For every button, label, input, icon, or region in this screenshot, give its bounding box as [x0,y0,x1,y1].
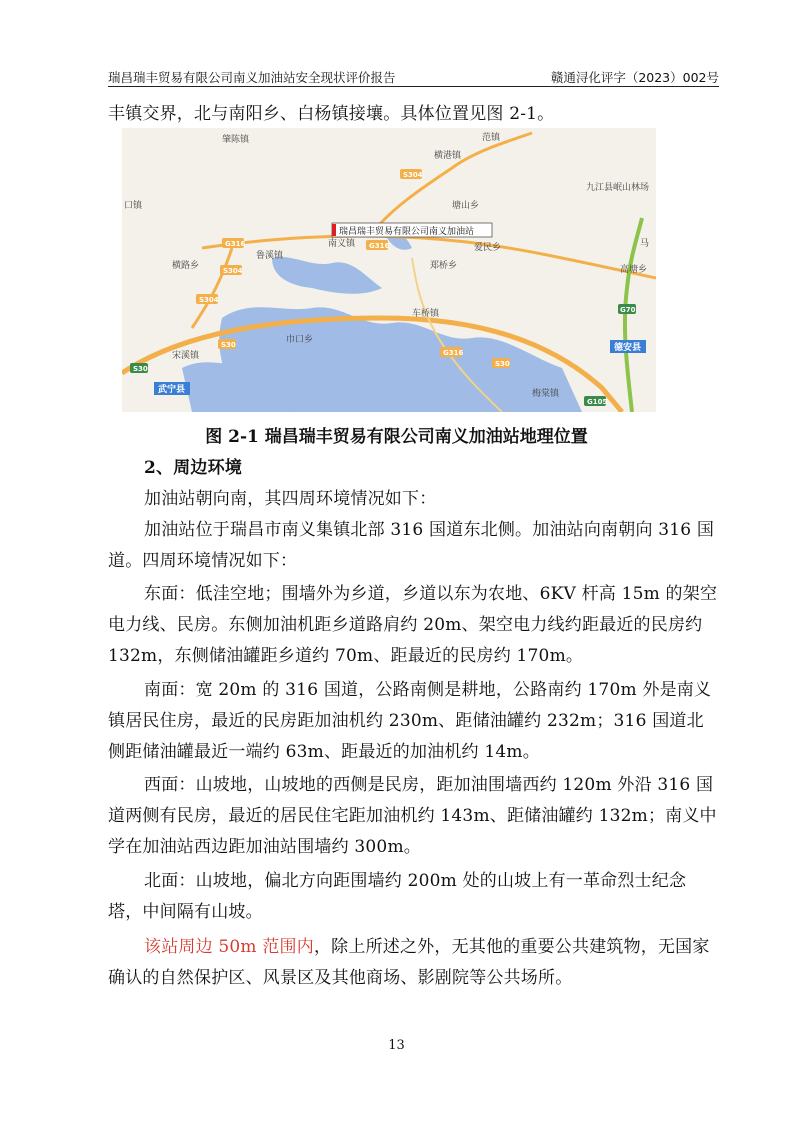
place-meitang: 梅棠镇 [532,389,560,399]
place-gaotang: 高塘乡 [620,265,648,275]
place-jinkou: 巾口乡 [286,335,314,345]
paragraph-west: 西面：山坡地，山坡地的西侧是民房，距加油围墙西约 120m 外沿 316 国道两侧有民房，最近的居民住宅距加油机约 143m、距储油罐约 132m；南义中学在加油站西边距加油站围墙约 300m。 [108,775,717,857]
s30-shield-1-label: S30 [221,341,236,349]
summary-rest-text: ，除上所述之外，无其他的重要公共建筑物，无国家确认的自然保护区、风景区及其他商场、影剧院等公共场所。 [108,937,710,988]
s304-shield-1-label: S304 [403,171,423,179]
place-jiujiang-forest: 九江县岷山林场 [586,183,650,193]
place-ma: 马 [640,239,650,249]
place-luxi: 鲁溪镇 [256,251,284,261]
place-zhaochen: 肇陈镇 [222,135,250,145]
place-zhengqiao: 郑桥乡 [430,261,458,271]
place-aimin: 爱民乡 [474,243,502,253]
place-kou: 口镇 [124,201,143,211]
paragraph-summary [108,932,719,994]
place-songxi: 宋溪镇 [172,351,200,361]
station-marker-label: 瑞昌瑞丰贸易有限公司南义加油站 [339,227,475,237]
header-right-docnum: 赣通浔化评字（2023）002号 [550,70,719,85]
page-number: 13 [388,1038,405,1053]
place-wuning: 武宁县 [158,385,186,395]
figure-caption: 图 2-1 瑞昌瑞丰贸易有限公司南义加油站地理位置 [205,427,588,447]
place-fanqiao: 范镇 [482,133,501,143]
s304-shield-2-label: S304 [223,267,243,275]
highlight-range-text: 该站周边 50m 范围内 [144,937,314,957]
s30-shield-3-label: S30 [495,360,510,368]
g105-shield-label: G105 [587,398,608,406]
place-tangshan: 塘山乡 [452,201,480,211]
g316-shield-3-label: G316 [443,349,464,357]
place-nanyi: 南义镇 [328,239,356,249]
s30-shield-2-label: S30 [133,365,148,373]
page-header [108,68,719,88]
place-hengyuan: 横路乡 [172,261,200,271]
g316-shield-1-label: G316 [225,240,246,248]
g70-shield-label: G70 [620,306,636,314]
map-graphic [122,128,656,412]
intro-line: 丰镇交界，北与南阳乡、白杨镇接壤。具体位置见图 2-1。 [108,104,555,124]
paragraph-south: 南面：宽 20m 的 316 国道，公路南侧是耕地，公路南约 170m 外是南义镇居民住房，最近的民房距加油机约 230m、距储油罐约 232m；316 国道北侧距储油罐最近一端约 63m、距最近的加油机约 14m。 [108,680,712,762]
paragraph-east: 东面：低洼空地；围墙外为乡道，乡道以东为农地、6KV 杆高 15m 的架空电力线、民房。东侧加油机距乡道路肩约 20m、架空电力线约距最近的民房约 132m，东侧储油罐距乡道约 70m、距最近的民房约 170m。 [108,584,718,666]
header-divider [108,86,719,87]
location-map [122,128,656,412]
place-cheqiao: 车桥镇 [412,309,440,319]
s304-shield-3-label: S304 [199,296,219,304]
g316-shield-2-label: G316 [369,242,390,250]
station-marker-icon [332,224,336,236]
paragraph-2: 加油站位于瑞昌市南义集镇北部 316 国道东北侧。加油站向南朝向 316 国道。四周环境情况如下： [108,520,715,571]
place-hengli: 横港镇 [434,151,462,161]
paragraph-north: 北面：山坡地，偏北方向距围墙约 200m 处的山坡上有一革命烈士纪念塔，中间隔有山坡。 [108,871,687,922]
section-title: 2、周边环境 [144,458,243,478]
paragraph-1: 加油站朝向南，其四周环境情况如下： [144,489,437,509]
place-dean: 德安县 [614,343,642,353]
header-left-title: 瑞昌瑞丰贸易有限公司南义加油站安全现状评价报告 [108,70,396,85]
